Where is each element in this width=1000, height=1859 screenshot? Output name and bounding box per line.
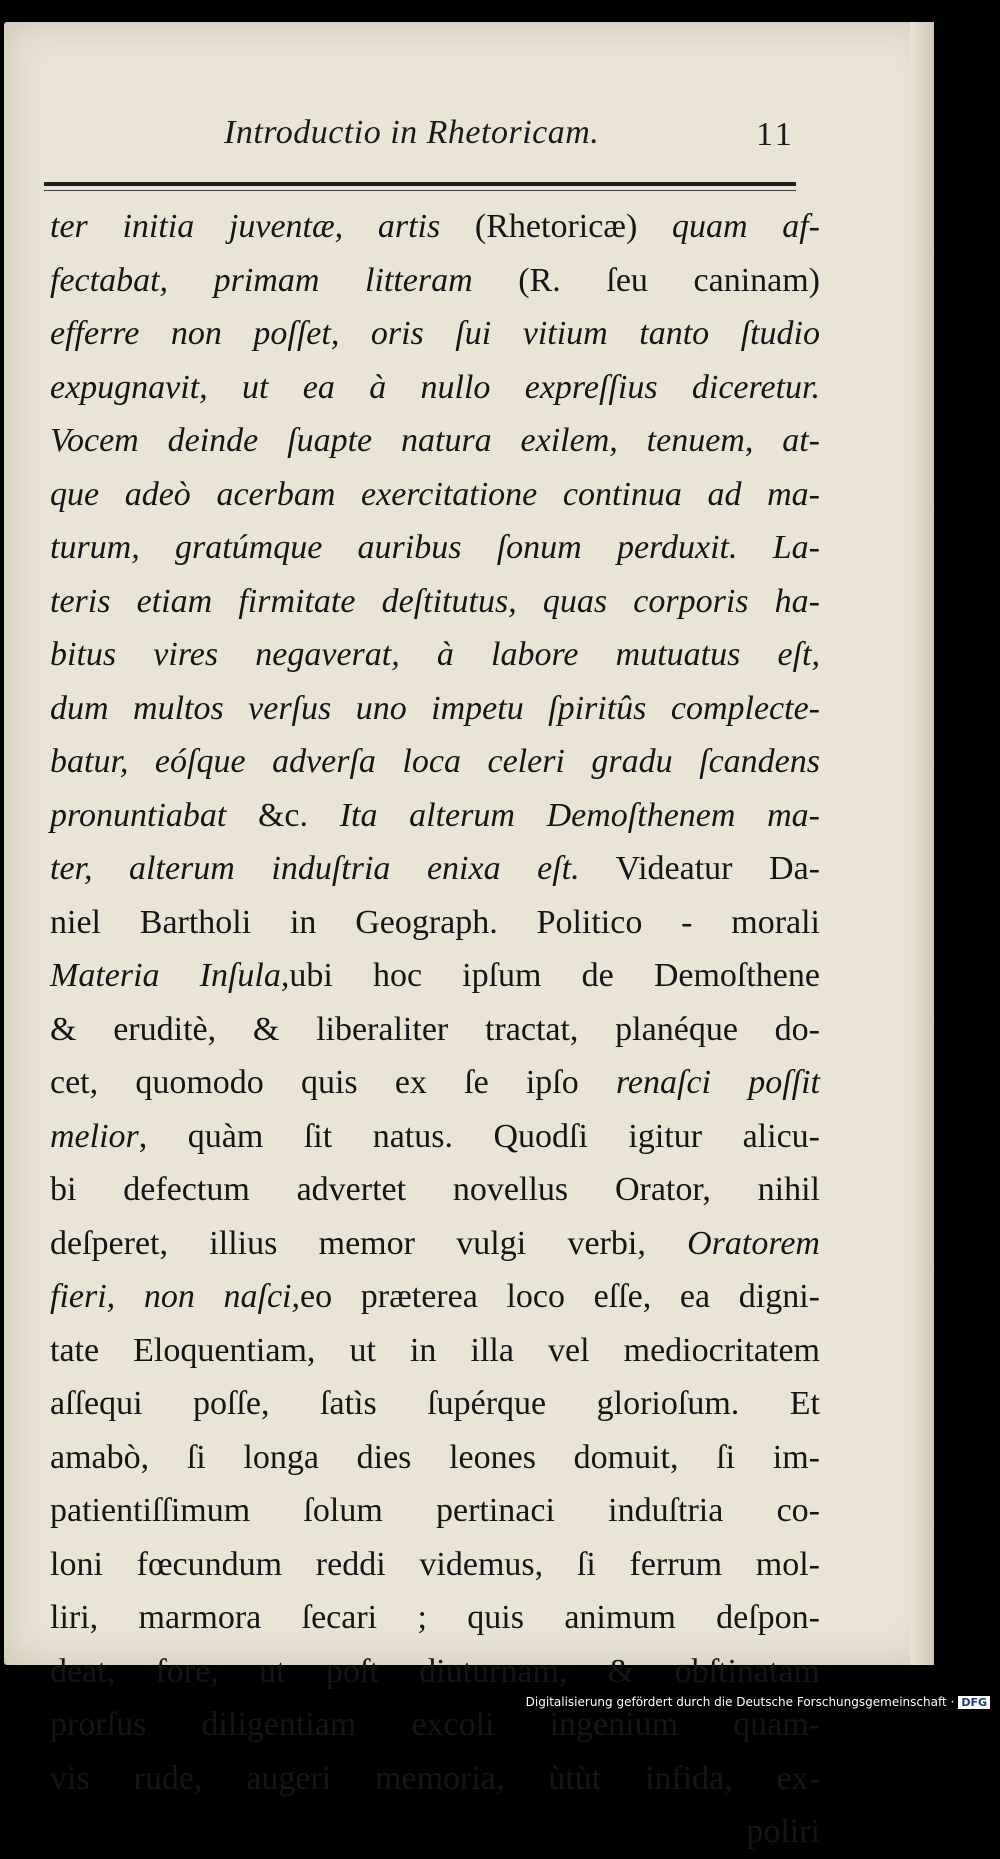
text-line: [50, 200, 820, 254]
roman-run: ubi hoc ipſum de Demoſthene: [289, 957, 820, 994]
running-head: Introductio in Rhetoricam.: [224, 114, 600, 151]
text-line: [50, 1431, 820, 1485]
text-line: [50, 361, 820, 415]
text-line: [50, 1003, 820, 1057]
italic-run: Materia Inſula,: [50, 957, 290, 994]
roman-run: (R. ſeu caninam): [472, 261, 820, 299]
catchword: poliri: [746, 1813, 820, 1850]
italic-run: efferre non poſſet, oris ſui vitium tanto ſtudio: [50, 315, 820, 352]
header-rule-thin: [44, 190, 796, 191]
text-line: [50, 1752, 820, 1806]
text-line: [50, 1163, 820, 1217]
italic-run: ter initia juventæ, artis: [50, 208, 441, 245]
roman-run: Videatur Da-: [579, 850, 820, 887]
header-rule: [44, 182, 796, 186]
text-line: [50, 575, 820, 629]
italic-run: quam af-: [671, 208, 820, 245]
italic-run: fectabat, primam litteram: [50, 261, 473, 299]
text-line: [50, 628, 820, 682]
text-line: [50, 1217, 820, 1271]
italic-run: batur, eóſque adverſa loca celeri gradu ſcandens: [50, 743, 820, 780]
italic-run: Ita alterum Demoſthenem ma-: [339, 796, 820, 834]
text-line: [50, 1645, 820, 1699]
text-line: [50, 1591, 820, 1645]
italic-run: bitus vires negaverat, à labore mutuatus eſt,: [50, 636, 820, 673]
dfg-logo: DFG: [958, 1696, 990, 1709]
italic-run: renaſci poſſit: [615, 1064, 820, 1101]
italic-run: Oratorem: [687, 1224, 820, 1262]
roman-run: patientiſſimum ſolum pertinaci induſtria co-: [50, 1492, 820, 1529]
roman-run: bi defectum advertet novellus Orator, nihil: [50, 1171, 820, 1208]
text-line: [50, 735, 820, 789]
text-line: [50, 1056, 820, 1110]
text-line: [50, 521, 820, 575]
italic-run: dum multos verſus uno impetu ſpiritûs complecte-: [50, 689, 820, 727]
digitization-credit: [0, 1695, 990, 1709]
text-line: [50, 1484, 820, 1538]
italic-run: turum, gratúmque auribus ſonum perduxit. La-: [50, 529, 820, 566]
body-text: [50, 200, 820, 1859]
roman-run: &c.: [226, 796, 340, 834]
text-line: [50, 1538, 820, 1592]
text-line: [50, 1110, 820, 1164]
roman-run: deſperet, illius memor vulgi verbi,: [50, 1224, 688, 1262]
italic-run: ter, alterum induſtria enixa eſt.: [50, 850, 580, 887]
text-line: [50, 682, 820, 736]
roman-run: amabò, ſi longa dies leones domuit, ſi im-: [50, 1438, 820, 1476]
credit-text: Digitalisierung gefördert durch die Deutsche Forschungsgemeinschaft ·: [525, 1695, 955, 1709]
roman-run: niel Bartholi in Geograph. Politico - morali: [50, 903, 820, 941]
roman-run: (Rhetoricæ): [440, 208, 672, 245]
italic-run: teris etiam firmitate deſtitutus, quas corporis ha-: [50, 582, 820, 620]
roman-run: aſſequi poſſe, ſatìs ſupérque glorioſum. Et: [50, 1385, 820, 1422]
text-line: [50, 949, 820, 1003]
text-line: [50, 842, 820, 896]
roman-run: deat, fore, ut poſt diuturnam, & obſtinatam: [50, 1652, 820, 1690]
roman-run: loni fœcundum reddi videmus, ſi ferrum mol-: [50, 1545, 820, 1583]
text-line: [50, 1377, 820, 1431]
text-line: [50, 414, 820, 468]
page-number: 11: [756, 116, 795, 153]
text-line: [50, 1270, 820, 1324]
roman-run: & eruditè, & liberaliter tractat, planéque do-: [50, 1010, 820, 1048]
italic-run: que adeò acerbam exercitatione continua ad ma-: [50, 475, 820, 513]
roman-run: liri, marmora ſecari ; quis animum deſpon-: [50, 1599, 820, 1636]
text-line: [50, 1324, 820, 1378]
italic-run: melior: [50, 1117, 139, 1155]
text-line: [50, 254, 820, 308]
text-line: [50, 789, 820, 843]
text-line: [50, 307, 820, 361]
roman-run: tate Eloquentiam, ut in illa vel mediocritatem: [50, 1331, 820, 1369]
text-line: [50, 468, 820, 522]
text-line: [50, 896, 820, 950]
roman-run: , quàm ſit natus. Quodſi igitur alicu-: [138, 1117, 820, 1155]
roman-run: prorſus diligentiam excoli ingenium quam-: [50, 1706, 820, 1743]
italic-run: expugnavit, ut ea à nullo expreſſius diceretur.: [50, 368, 820, 406]
roman-run: vis rude, augeri memoria, ùtùt infida, ex-: [50, 1759, 820, 1797]
italic-run: fieri, non naſci,: [50, 1278, 300, 1315]
italic-run: Vocem deinde ſuapte natura exilem, tenuem, at-: [50, 422, 820, 459]
page-gutter-shadow: [910, 22, 934, 1665]
italic-run: pronuntiabat: [50, 796, 227, 834]
roman-run: cet, quomodo quis ex ſe ipſo: [50, 1064, 616, 1101]
roman-run: eo præterea loco eſſe, ea digni-: [300, 1278, 820, 1315]
